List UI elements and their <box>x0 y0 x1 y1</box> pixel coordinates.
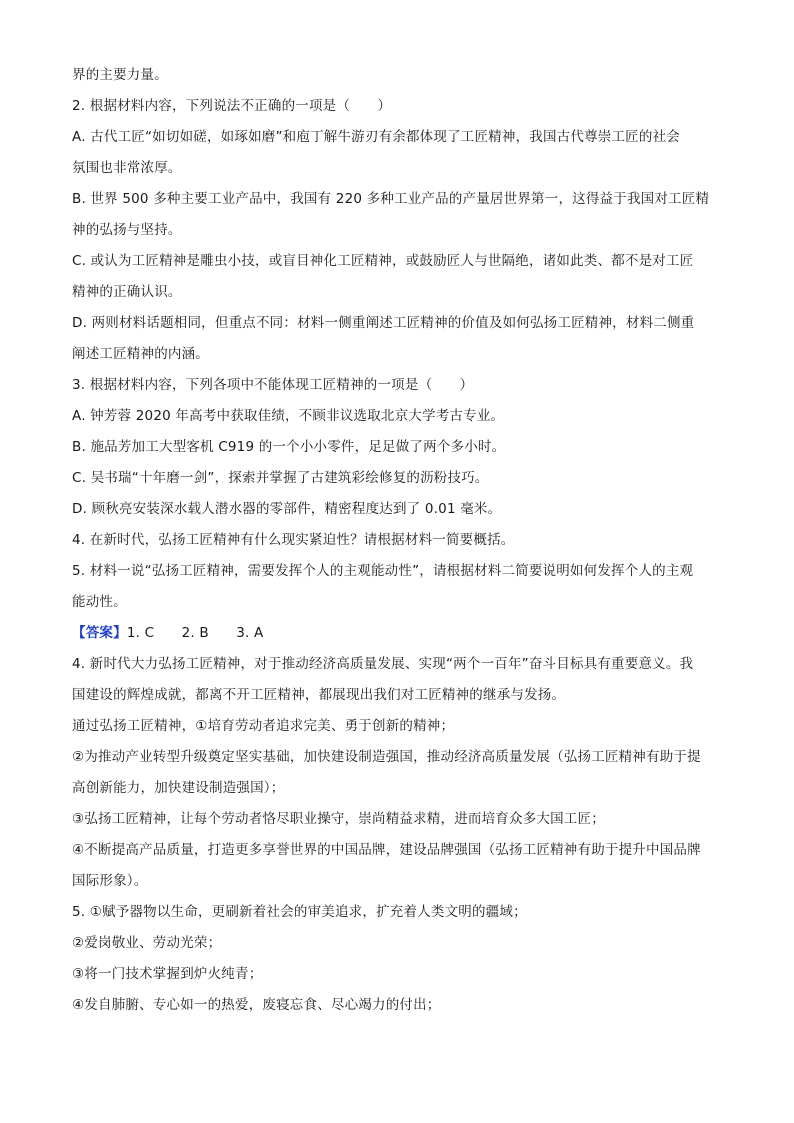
question-3: 3. 根据材料内容，下列各项中不能体现工匠精神的一项是（ ） <box>72 377 474 393</box>
option-2c: C. 或认为工匠精神是雕虫小技，或盲目神化工匠精神，或鼓励匠人与世隔绝，诸如此类、都不是对工匠 <box>72 253 694 269</box>
option-3c: C. 吴书瑞“十年磨一剑”，探索并掌握了古建筑彩绘修复的沥粉技巧。 <box>72 470 489 486</box>
question-4: 4. 在新时代，弘扬工匠精神有什么现实紧迫性？请根据材料一简要概括。 <box>72 532 515 548</box>
option-2c-cont: 精神的正确认识。 <box>72 284 182 300</box>
answer-text: 1. C 2. B 3. A <box>126 625 264 641</box>
option-2b-cont: 神的弘扬与坚持。 <box>72 222 182 238</box>
answer-5-point-4: ④发自肺腑、专心如一的热爱，废寝忘食、尽心竭力的付出； <box>72 997 441 1013</box>
answer-line <box>72 618 724 649</box>
answer-4-point-2: ②为推动产业转型升级奠定坚实基础，加快建设制造强国，推动经济高质量发展（弘扬工匠精神有助于提 <box>72 749 701 765</box>
answer-4-point-4: ④不断提高产品质量，打造更多享誉世界的中国品牌，建设品牌强国（弘扬工匠精神有助于提升中国品牌 <box>72 842 701 858</box>
answer-4-point-4-cont: 国际形象）。 <box>72 873 148 889</box>
answer-5-point-3: ③将一门技术掌握到炉火纯青； <box>72 966 263 982</box>
answer-5-point-2: ②爱岗敬业、劳动光荣； <box>72 935 222 951</box>
text-block-questions <box>72 60 724 618</box>
option-2b: B. 世界 500 多种主要工业产品中，我国有 220 多种工业产品的产量居世界第一，这得益于我国对工匠精 <box>72 191 710 207</box>
option-3b: B. 施品芳加工大型客机 C919 的一个小小零件，足足做了两个多小时。 <box>72 439 506 455</box>
question-2: 2. 根据材料内容，下列说法不正确的一项是（ ） <box>72 98 392 114</box>
option-2a: A. 古代工匠“如切如磋，如琢如磨”和庖丁解牛游刃有余都体现了工匠精神，我国古代尊崇工匠的社会 <box>72 129 680 145</box>
option-2a-cont: 氛围也非常浓厚。 <box>72 160 182 176</box>
answer-4: 4. 新时代大力弘扬工匠精神，对于推动经济高质量发展、实现“两个一百年”奋斗目标具有重要意义。我 <box>72 656 694 672</box>
question-5-cont: 能动性。 <box>72 594 127 610</box>
answer-5-point-1: 5. ①赋予器物以生命，更刷新着社会的审美追求，扩充着人类文明的疆域； <box>72 904 527 920</box>
text-line: 界的主要力量。 <box>72 67 168 83</box>
answer-4-point-1: 通过弘扬工匠精神，①培育劳动者追求完美、勇于创新的精神； <box>72 718 455 734</box>
answer-4-point-3: ③弘扬工匠精神，让每个劳动者恪尽职业操守，崇尚精益求精，进而培育众多大国工匠； <box>72 811 605 827</box>
answer-4-point-2-cont: 高创新能力，加快建设制造强国）； <box>72 780 285 796</box>
option-2d-cont: 阐述工匠精神的内涵。 <box>72 346 209 362</box>
answer-tag: 【答案】 <box>72 625 127 641</box>
question-5: 5. 材料一说“弘扬工匠精神，需要发挥个人的主观能动性”，请根据材料二简要说明如何发挥个人的主观 <box>72 563 694 579</box>
option-3a: A. 钟芳蓉 2020 年高考中获取佳绩，不顾非议选取北京大学考古专业。 <box>72 408 505 424</box>
option-3d: D. 顾秋亮安装深水载人潜水器的零部件，精密程度达到了 0.01 毫米。 <box>72 501 502 517</box>
answer-4-cont: 国建设的辉煌成就，都离不开工匠精神，都展现出我们对工匠精神的继承与发扬。 <box>72 687 566 703</box>
option-2d: D. 两则材料话题相同，但重点不同：材料一侧重阐述工匠精神的价值及如何弘扬工匠精神，材料二侧重 <box>72 315 695 331</box>
text-block-answers <box>72 649 724 1021</box>
